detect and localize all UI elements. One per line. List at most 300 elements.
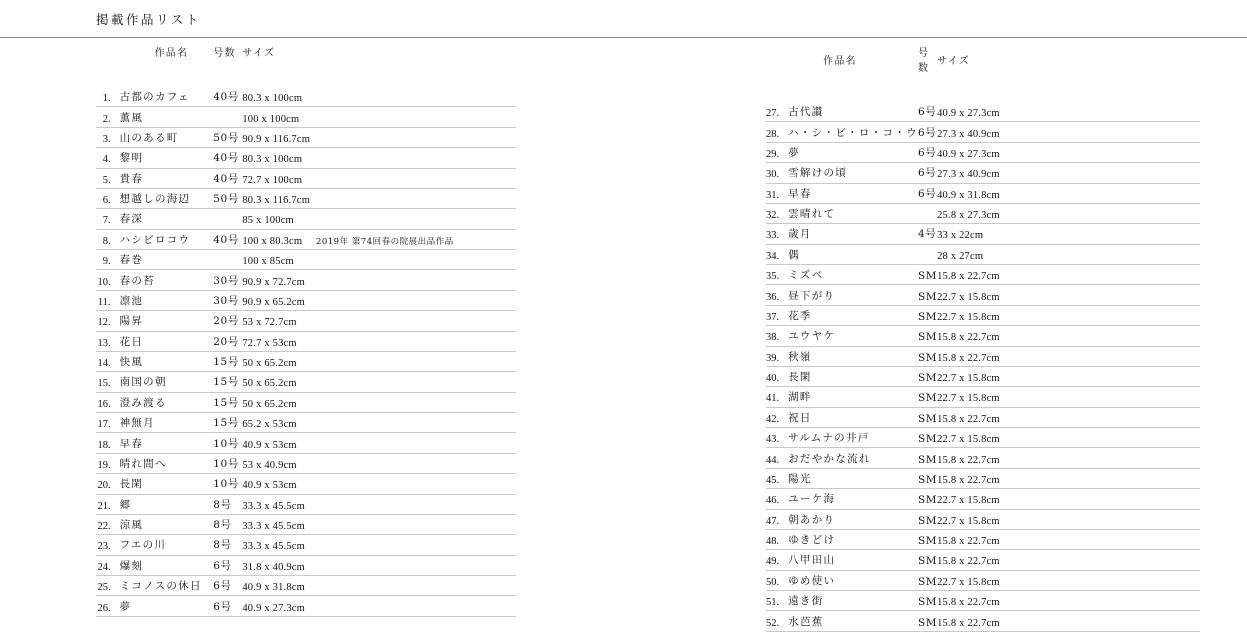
work-size-number: 6号 <box>213 555 242 575</box>
work-note <box>316 596 516 616</box>
table-row <box>96 188 516 208</box>
works-table-left <box>96 44 516 617</box>
table-row <box>96 270 516 290</box>
table-row <box>766 529 1200 549</box>
work-dimensions: 25.8 x 27.3cm <box>937 203 1000 223</box>
work-size-number: 8号 <box>213 514 242 534</box>
work-dimensions: 28 x 27cm <box>937 244 1000 264</box>
work-title: 貴春 <box>120 168 214 188</box>
row-number: 11. <box>96 290 120 310</box>
row-number: 29. <box>766 142 788 162</box>
work-title: 長閑 <box>788 366 918 386</box>
work-title: 凛池 <box>120 290 214 310</box>
work-dimensions: 40.9 x 27.3cm <box>242 596 316 616</box>
work-title: 偶 <box>788 244 918 264</box>
row-number: 28. <box>766 122 788 142</box>
column-header-dimensions: サイズ <box>242 48 276 59</box>
table-row <box>96 250 516 270</box>
work-note <box>1000 346 1200 366</box>
header-row <box>766 44 1200 102</box>
work-title: 早春 <box>788 183 918 203</box>
work-note <box>1000 285 1200 305</box>
work-title: 神無月 <box>120 413 214 433</box>
work-note <box>316 453 516 473</box>
row-number: 20. <box>96 474 120 494</box>
work-note <box>1000 489 1200 509</box>
work-note <box>316 331 516 351</box>
work-note <box>316 351 516 371</box>
work-title: 遠き街 <box>788 591 918 611</box>
work-dimensions: 72.7 x 53cm <box>242 331 316 351</box>
work-size-number: 10号 <box>213 453 242 473</box>
work-note <box>316 107 516 127</box>
table-row <box>96 596 516 616</box>
work-dimensions: 15.8 x 22.7cm <box>937 346 1000 366</box>
work-title: 爆刻 <box>120 555 214 575</box>
table-row <box>96 290 516 310</box>
row-number: 40. <box>766 366 788 386</box>
work-note <box>1000 122 1200 142</box>
work-size-number: 6号 <box>918 163 937 183</box>
table-row <box>96 413 516 433</box>
table-row <box>766 509 1200 529</box>
row-number: 32. <box>766 203 788 223</box>
row-number: 17. <box>96 413 120 433</box>
table-row <box>766 122 1200 142</box>
work-title: 雪解けの頃 <box>788 163 918 183</box>
work-note <box>316 474 516 494</box>
work-size-number <box>918 203 937 223</box>
work-size-number: SM <box>918 346 937 366</box>
work-dimensions: 90.9 x 65.2cm <box>242 290 316 310</box>
table-row <box>766 550 1200 570</box>
table-row <box>766 428 1200 448</box>
column-header-number <box>766 44 788 102</box>
work-dimensions: 15.8 x 22.7cm <box>937 407 1000 427</box>
table-row <box>96 474 516 494</box>
work-note <box>1000 387 1200 407</box>
work-title: 澄み渡る <box>120 392 214 412</box>
row-number: 2. <box>96 107 120 127</box>
work-title: 水芭蕉 <box>788 611 918 631</box>
work-size-number: 15号 <box>213 351 242 371</box>
work-note <box>316 372 516 392</box>
row-number: 43. <box>766 428 788 448</box>
table-row <box>766 305 1200 325</box>
table-row <box>766 346 1200 366</box>
table-row <box>96 107 516 127</box>
work-dimensions: 50 x 65.2cm <box>242 351 316 371</box>
row-number: 26. <box>96 596 120 616</box>
table-row <box>766 285 1200 305</box>
work-title: 長閑 <box>120 474 214 494</box>
work-size-number: 6号 <box>918 122 937 142</box>
row-number: 39. <box>766 346 788 366</box>
work-dimensions: 53 x 40.9cm <box>242 453 316 473</box>
table-row <box>96 555 516 575</box>
work-dimensions: 50 x 65.2cm <box>242 372 316 392</box>
work-dimensions: 40.9 x 31.8cm <box>242 576 316 596</box>
row-number: 9. <box>96 250 120 270</box>
work-note <box>1000 509 1200 529</box>
work-dimensions: 15.8 x 22.7cm <box>937 529 1000 549</box>
table-row <box>766 224 1200 244</box>
work-dimensions: 15.8 x 22.7cm <box>937 468 1000 488</box>
row-number: 10. <box>96 270 120 290</box>
table-row <box>96 168 516 188</box>
work-size-number: 10号 <box>213 474 242 494</box>
work-size-number: 30号 <box>213 290 242 310</box>
works-table-right <box>766 44 1200 632</box>
work-dimensions: 33.3 x 45.5cm <box>242 535 316 555</box>
work-size-number: SM <box>918 407 937 427</box>
work-title: 春の苔 <box>120 270 214 290</box>
column-header-note <box>1000 44 1200 102</box>
work-size-number: SM <box>918 570 937 590</box>
work-title: 雲晴れて <box>788 203 918 223</box>
work-dimensions: 80.3 x 100cm <box>242 87 316 107</box>
table-row <box>96 351 516 371</box>
work-note <box>1000 611 1200 631</box>
title-divider <box>0 37 1247 38</box>
table-row <box>766 489 1200 509</box>
column-header-number <box>96 44 120 87</box>
work-dimensions: 31.8 x 40.9cm <box>242 555 316 575</box>
table-row <box>96 453 516 473</box>
work-title: 山のある町 <box>120 127 214 147</box>
work-title: 陽光 <box>788 468 918 488</box>
table-row <box>96 87 516 107</box>
work-size-number: 6号 <box>213 576 242 596</box>
work-note <box>316 250 516 270</box>
work-dimensions: 22.7 x 15.8cm <box>937 305 1000 325</box>
work-note <box>316 392 516 412</box>
work-title: ユウヤケ <box>788 326 918 346</box>
work-dimensions: 65.2 x 53cm <box>242 413 316 433</box>
row-number: 14. <box>96 351 120 371</box>
work-size-number: 40号 <box>213 168 242 188</box>
row-number: 47. <box>766 509 788 529</box>
row-number: 38. <box>766 326 788 346</box>
work-note <box>316 148 516 168</box>
work-note <box>316 188 516 208</box>
table-body-right <box>766 102 1200 631</box>
work-size-number: SM <box>918 611 937 631</box>
work-title: 歳月 <box>788 224 918 244</box>
work-note <box>1000 203 1200 223</box>
table-row <box>96 535 516 555</box>
work-title: 古都のカフェ <box>120 87 214 107</box>
row-number: 1. <box>96 87 120 107</box>
work-title: 涼風 <box>120 514 214 534</box>
row-number: 8. <box>96 229 120 249</box>
row-number: 34. <box>766 244 788 264</box>
table-row <box>766 407 1200 427</box>
row-number: 30. <box>766 163 788 183</box>
table-row <box>766 591 1200 611</box>
row-number: 15. <box>96 372 120 392</box>
work-size-number: 15号 <box>213 413 242 433</box>
work-size-number: 40号 <box>213 229 242 249</box>
work-size-number <box>213 250 242 270</box>
work-size-number: SM <box>918 468 937 488</box>
work-size-number: 8号 <box>213 535 242 555</box>
table-row <box>766 366 1200 386</box>
work-title: 朝あかり <box>788 509 918 529</box>
work-title: ミコノスの休日 <box>120 576 214 596</box>
work-note <box>316 290 516 310</box>
work-note <box>316 209 516 229</box>
table-row <box>96 148 516 168</box>
work-dimensions: 100 x 80.3cm <box>242 229 316 249</box>
work-dimensions: 33.3 x 45.5cm <box>242 514 316 534</box>
work-size-number: SM <box>918 305 937 325</box>
column-header-size-no: 号数 <box>917 48 930 74</box>
row-number: 52. <box>766 611 788 631</box>
work-size-number: SM <box>918 366 937 386</box>
row-number: 41. <box>766 387 788 407</box>
work-dimensions: 85 x 100cm <box>242 209 316 229</box>
work-size-number: SM <box>918 509 937 529</box>
work-dimensions: 15.8 x 22.7cm <box>937 326 1000 346</box>
row-number: 4. <box>96 148 120 168</box>
row-number: 51. <box>766 591 788 611</box>
work-title: 南国の朝 <box>120 372 214 392</box>
table-row <box>96 576 516 596</box>
work-dimensions: 40.9 x 53cm <box>242 433 316 453</box>
page-title: 掲載作品リスト <box>96 12 201 27</box>
work-dimensions: 15.8 x 22.7cm <box>937 591 1000 611</box>
work-size-number: 40号 <box>213 148 242 168</box>
row-number: 35. <box>766 265 788 285</box>
table-row <box>96 127 516 147</box>
column-header-note <box>316 44 516 87</box>
work-title: ハシビロコウ <box>120 229 214 249</box>
work-dimensions: 22.7 x 15.8cm <box>937 366 1000 386</box>
work-size-number: SM <box>918 591 937 611</box>
work-title: 古代讃 <box>788 102 918 122</box>
work-size-number: SM <box>918 448 937 468</box>
row-number: 24. <box>96 555 120 575</box>
column-header-size-no: 号数 <box>213 48 236 59</box>
table-row <box>96 372 516 392</box>
column-header-name: 作品名 <box>154 48 189 59</box>
work-note <box>316 229 516 249</box>
table-row <box>766 265 1200 285</box>
work-size-number: SM <box>918 265 937 285</box>
work-dimensions: 40.9 x 31.8cm <box>937 183 1000 203</box>
work-size-number: 50号 <box>213 127 242 147</box>
work-dimensions: 33 x 22cm <box>937 224 1000 244</box>
works-columns <box>0 44 1247 632</box>
table-header-right <box>766 44 1200 102</box>
row-number: 13. <box>96 331 120 351</box>
work-note <box>316 535 516 555</box>
row-number: 5. <box>96 168 120 188</box>
row-number: 12. <box>96 311 120 331</box>
work-note-text: 2019年 第74回春の院展出品作品 <box>315 236 454 247</box>
work-size-number: 20号 <box>213 311 242 331</box>
work-title: ゆめ使い <box>788 570 918 590</box>
work-note <box>1000 529 1200 549</box>
work-size-number: SM <box>918 387 937 407</box>
row-number: 49. <box>766 550 788 570</box>
work-dimensions: 27.3 x 40.9cm <box>937 163 1000 183</box>
work-note <box>1000 163 1200 183</box>
row-number: 31. <box>766 183 788 203</box>
work-size-number: 8号 <box>213 494 242 514</box>
work-note <box>1000 448 1200 468</box>
work-note <box>316 87 516 107</box>
table-row <box>766 142 1200 162</box>
table-row <box>766 468 1200 488</box>
work-dimensions: 100 x 85cm <box>242 250 316 270</box>
work-title: ユーケ海 <box>788 489 918 509</box>
work-note <box>1000 326 1200 346</box>
row-number: 42. <box>766 407 788 427</box>
work-title: 陽昇 <box>120 311 214 331</box>
work-note <box>1000 407 1200 427</box>
work-note <box>316 514 516 534</box>
table-row <box>96 331 516 351</box>
work-size-number: SM <box>918 326 937 346</box>
work-size-number: 20号 <box>213 331 242 351</box>
table-row <box>766 102 1200 122</box>
work-dimensions: 27.3 x 40.9cm <box>937 122 1000 142</box>
work-title: 快風 <box>120 351 214 371</box>
row-number: 44. <box>766 448 788 468</box>
row-number: 7. <box>96 209 120 229</box>
row-number: 22. <box>96 514 120 534</box>
work-size-number <box>213 107 242 127</box>
row-number: 36. <box>766 285 788 305</box>
work-dimensions: 22.7 x 15.8cm <box>937 285 1000 305</box>
work-size-number <box>918 244 937 264</box>
work-dimensions: 90.9 x 116.7cm <box>242 127 316 147</box>
work-note <box>1000 244 1200 264</box>
table-row <box>96 392 516 412</box>
work-note <box>316 433 516 453</box>
work-dimensions: 22.7 x 15.8cm <box>937 509 1000 529</box>
row-number: 23. <box>96 535 120 555</box>
table-row <box>766 244 1200 264</box>
row-number: 37. <box>766 305 788 325</box>
row-number: 16. <box>96 392 120 412</box>
work-size-number: SM <box>918 550 937 570</box>
work-note <box>316 555 516 575</box>
work-size-number: SM <box>918 529 937 549</box>
work-title: サルムナの井戸 <box>788 428 918 448</box>
work-note <box>316 576 516 596</box>
work-title: 晴れ間へ <box>120 453 214 473</box>
table-row <box>96 514 516 534</box>
work-size-number: 6号 <box>918 102 937 122</box>
work-note <box>1000 468 1200 488</box>
works-column-left <box>96 44 516 632</box>
work-title: 秋嶺 <box>788 346 918 366</box>
work-size-number <box>213 209 242 229</box>
work-title: 春深 <box>120 209 214 229</box>
header-row <box>96 44 516 87</box>
table-header-left <box>96 44 516 87</box>
work-size-number: 40号 <box>213 87 242 107</box>
work-title: 郷 <box>120 494 214 514</box>
work-note <box>1000 305 1200 325</box>
work-dimensions: 80.3 x 100cm <box>242 148 316 168</box>
work-size-number: 6号 <box>918 183 937 203</box>
table-row <box>96 311 516 331</box>
table-row <box>766 448 1200 468</box>
work-dimensions: 15.8 x 22.7cm <box>937 550 1000 570</box>
work-note <box>316 494 516 514</box>
work-dimensions: 15.8 x 22.7cm <box>937 448 1000 468</box>
work-title: おだやかな流れ <box>788 448 918 468</box>
work-note <box>1000 142 1200 162</box>
table-row <box>766 387 1200 407</box>
work-dimensions: 40.9 x 27.3cm <box>937 102 1000 122</box>
row-number: 3. <box>96 127 120 147</box>
work-dimensions: 40.9 x 53cm <box>242 474 316 494</box>
works-column-right <box>766 44 1186 632</box>
work-dimensions: 22.7 x 15.8cm <box>937 489 1000 509</box>
row-number: 27. <box>766 102 788 122</box>
work-title: 早春 <box>120 433 214 453</box>
work-size-number: 15号 <box>213 392 242 412</box>
work-title: ゆきどけ <box>788 529 918 549</box>
work-note <box>1000 570 1200 590</box>
table-row <box>766 326 1200 346</box>
work-title: 薫風 <box>120 107 214 127</box>
row-number: 33. <box>766 224 788 244</box>
work-size-number: SM <box>918 489 937 509</box>
work-size-number: 15号 <box>213 372 242 392</box>
work-title: 春巻 <box>120 250 214 270</box>
work-dimensions: 72.7 x 100cm <box>242 168 316 188</box>
work-note <box>316 311 516 331</box>
table-row <box>96 209 516 229</box>
row-number: 46. <box>766 489 788 509</box>
work-note <box>1000 550 1200 570</box>
work-title: フエの川 <box>120 535 214 555</box>
work-size-number: 30号 <box>213 270 242 290</box>
work-title: 八甲田山 <box>788 550 918 570</box>
work-note <box>1000 265 1200 285</box>
work-title: 夢 <box>120 596 214 616</box>
work-dimensions: 90.9 x 72.7cm <box>242 270 316 290</box>
work-dimensions: 15.8 x 22.7cm <box>937 265 1000 285</box>
work-dimensions: 22.7 x 15.8cm <box>937 570 1000 590</box>
work-dimensions: 22.7 x 15.8cm <box>937 428 1000 448</box>
work-title: ハ・シ・ビ・ロ・コ・ウ <box>788 122 918 142</box>
work-size-number: 10号 <box>213 433 242 453</box>
table-row <box>96 433 516 453</box>
work-title: 花日 <box>120 331 214 351</box>
work-dimensions: 80.3 x 116.7cm <box>242 188 316 208</box>
column-header-dimensions: サイズ <box>937 55 970 67</box>
work-size-number: 6号 <box>213 596 242 616</box>
work-note <box>1000 591 1200 611</box>
work-title: 夢 <box>788 142 918 162</box>
row-number: 45. <box>766 468 788 488</box>
row-number: 48. <box>766 529 788 549</box>
work-note <box>316 413 516 433</box>
table-row <box>766 570 1200 590</box>
work-title: 昼下がり <box>788 285 918 305</box>
work-dimensions: 15.8 x 22.7cm <box>937 611 1000 631</box>
work-size-number: 4号 <box>918 224 937 244</box>
table-body-left <box>96 87 516 616</box>
work-size-number: 6号 <box>918 142 937 162</box>
